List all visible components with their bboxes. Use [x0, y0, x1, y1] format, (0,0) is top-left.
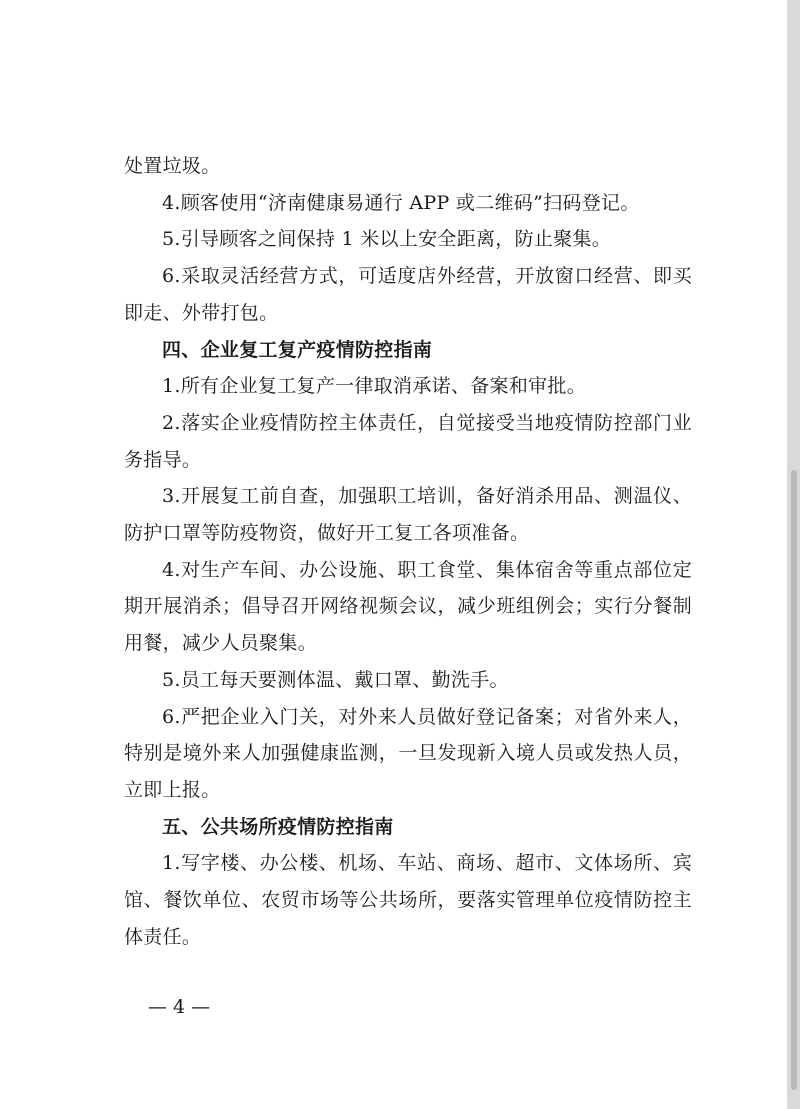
scrollbar-thumb[interactable]: [791, 470, 797, 1090]
paragraph: 6.采取灵活经营方式，可适度店外经营，开放窗口经营、即买即走、外带打包。: [124, 265, 692, 324]
paragraph: 4.顾客使用“济南健康易通行 APP 或二维码”扫码登记。: [162, 191, 640, 214]
page-number: — 4 —: [148, 996, 211, 1018]
paragraph: 5.员工每天要测体温、戴口罩、勤洗手。: [162, 668, 509, 691]
paragraph: 处置垃圾。: [124, 155, 221, 177]
section-heading: 四、企业复工复产疫情防控指南: [162, 338, 433, 361]
paragraph: 4.对生产车间、办公设施、职工食堂、集体宿舍等重点部位定期开展消杀；倡导召开网络视频会议，减少班组例会；实行分餐制用餐，减少人员聚集。: [124, 558, 692, 655]
paragraph: 3.开展复工前自查，加强职工培训，备好消杀用品、测温仪、防护口罩等防疫物资，做好开工复工各项准备。: [124, 485, 692, 545]
paragraph: 6.严把企业入门关，对外来人员做好登记备案；对省外来人，特别是境外来人加强健康监测，一旦发现新入境人员或发热人员，立即上报。: [124, 705, 692, 801]
document-body: [124, 148, 692, 955]
paragraph: 1.写字楼、办公楼、机场、车站、商场、超市、文体场所、宾馆、餐饮单位、农贸市场等公共场所，要落实管理单位疫情防控主体责任。: [124, 852, 692, 948]
paragraph: 1.所有企业复工复产一律取消承诺、备案和审批。: [162, 375, 587, 398]
vertical-scrollbar[interactable]: [787, 0, 800, 1109]
paragraph: 5.引导顾客之间保持 1 米以上安全距离，防止聚集。: [162, 228, 612, 251]
section-heading: 五、公共场所疫情防控指南: [162, 815, 394, 838]
paragraph: 2.落实企业疫情防控主体责任，自觉接受当地疫情防控部门业务指导。: [124, 411, 692, 471]
